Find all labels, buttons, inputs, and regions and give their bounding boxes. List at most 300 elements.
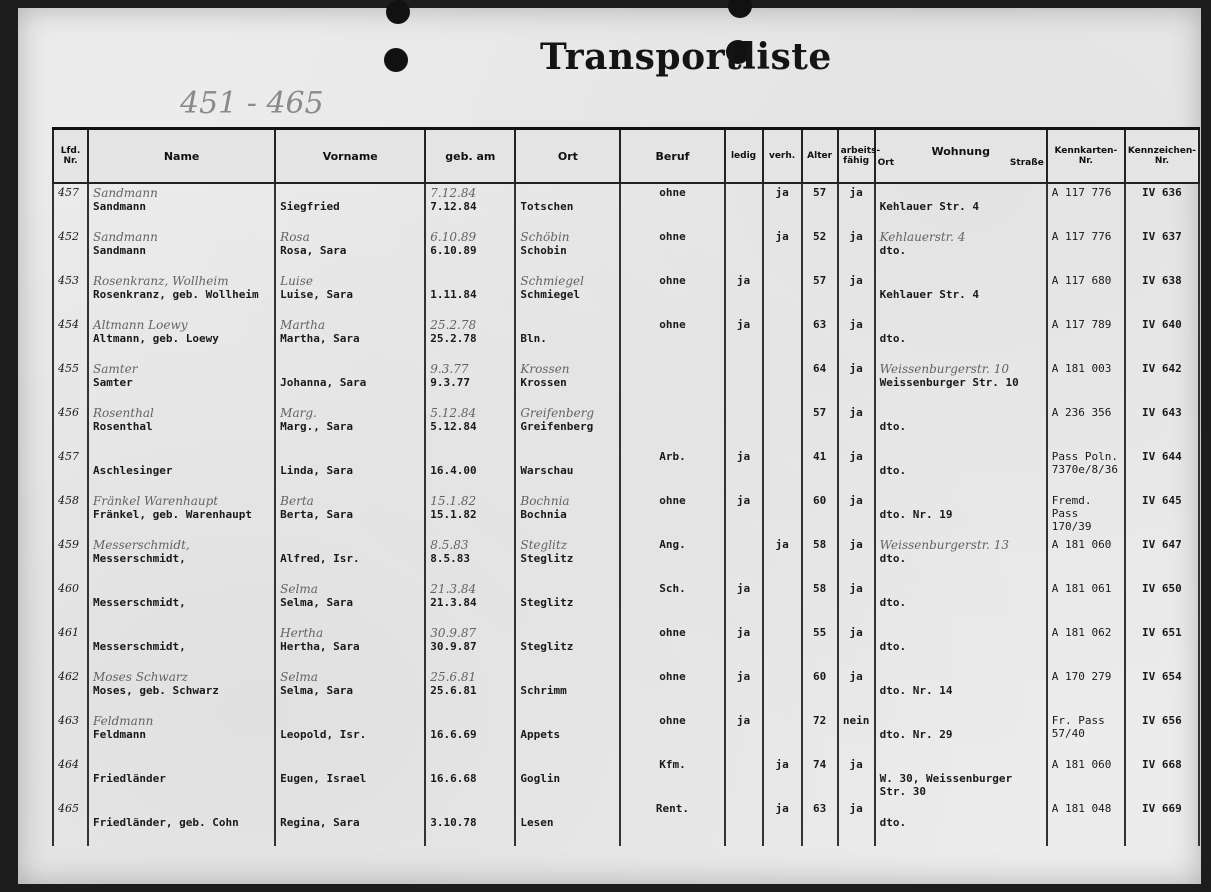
cell-name xyxy=(88,802,275,846)
cell-vorname-typed: Selma, Sara xyxy=(280,596,354,609)
cell-kennkarte: Fr. Pass 57/40 xyxy=(1047,714,1125,758)
cell-vorname-typed: Hertha, Sara xyxy=(280,640,360,653)
cell-kennkarte: A 181 048 xyxy=(1047,802,1125,846)
cell-kennzeichen: IV 642 xyxy=(1125,362,1199,406)
cell-kennzeichen: IV 654 xyxy=(1125,670,1199,714)
cell-beruf: ohne xyxy=(620,670,724,714)
cell-wohnung xyxy=(875,670,1047,714)
cell-kennzeichen: IV 643 xyxy=(1125,406,1199,450)
cell-geb xyxy=(425,538,515,582)
header-lfd-nr: Lfd. Nr. xyxy=(53,129,88,184)
cell-vorname-typed: Rosa, Sara xyxy=(280,244,347,257)
cell-beruf: ohne xyxy=(620,318,724,362)
cell-wohnung-handwritten xyxy=(880,406,1042,420)
cell-alter: 60 xyxy=(802,494,838,538)
cell-geb-typed: 15.1.82 xyxy=(430,508,477,521)
cell-wohnung-typed: dto. xyxy=(879,420,907,433)
cell-wohnung-typed: dto. xyxy=(879,332,907,345)
cell-vorname-typed: Eugen, Israel xyxy=(280,772,367,785)
cell-vorname-handwritten: Selma xyxy=(280,670,318,684)
cell-vorname-handwritten xyxy=(280,538,420,552)
cell-wohnung xyxy=(875,406,1047,450)
table-row xyxy=(53,274,1199,318)
cell-name-handwritten: Sandmann xyxy=(93,230,158,244)
table-row xyxy=(53,183,1199,230)
cell-vorname-handwritten: Marg. xyxy=(280,406,317,420)
cell-ort-handwritten xyxy=(520,582,615,596)
cell-wohnung-handwritten xyxy=(880,714,1042,728)
cell-name xyxy=(88,538,275,582)
cell-nr: 452 xyxy=(53,230,88,274)
cell-name-handwritten: Samter xyxy=(93,362,138,376)
cell-kennkarte: A 181 003 xyxy=(1047,362,1125,406)
cell-name-handwritten: Sandmann xyxy=(93,186,158,200)
cell-geb xyxy=(425,670,515,714)
cell-beruf: ohne xyxy=(620,626,724,670)
cell-name-typed: Messerschmidt, xyxy=(93,552,186,565)
cell-ort-typed: Steglitz xyxy=(520,640,574,653)
cell-alter: 57 xyxy=(802,406,838,450)
cell-wohnung-typed: W. 30, Weissenburger Str. 30 xyxy=(879,772,1013,798)
table-row xyxy=(53,802,1199,846)
cell-ort-typed: Greifenberg xyxy=(520,420,594,433)
cell-geb-handwritten: 15.1.82 xyxy=(430,494,477,508)
cell-name-handwritten: Rosenkranz, Wollheim xyxy=(93,274,229,288)
cell-vorname-typed: Marg., Sara xyxy=(280,420,354,433)
cell-vorname xyxy=(275,406,425,450)
cell-name-typed: Rosenthal xyxy=(93,420,153,433)
cell-name-handwritten: Altmann Loewy xyxy=(93,318,188,332)
table-row xyxy=(53,538,1199,582)
cell-vorname xyxy=(275,183,425,230)
cell-nr: 461 xyxy=(53,626,88,670)
cell-geb-handwritten: 8.5.83 xyxy=(430,538,469,552)
cell-ort xyxy=(515,406,620,450)
cell-geb xyxy=(425,494,515,538)
cell-wohnung-typed: dto. xyxy=(879,244,907,257)
header-wohnung-label: Wohnung xyxy=(931,144,990,158)
cell-geb xyxy=(425,274,515,318)
cell-wohnung-typed: Kehlauer Str. 4 xyxy=(879,288,979,301)
cell-name-typed: Aschlesinger xyxy=(93,464,173,477)
cell-geb-handwritten: 5.12.84 xyxy=(430,406,477,420)
cell-ort-typed: Bochnia xyxy=(520,508,567,521)
cell-beruf: Arb. xyxy=(620,450,724,494)
cell-alter: 58 xyxy=(802,582,838,626)
cell-kennkarte: A 117 789 xyxy=(1047,318,1125,362)
header-alter: Alter xyxy=(802,129,838,184)
header-verh: verh. xyxy=(763,129,802,184)
cell-wohnung xyxy=(875,318,1047,362)
cell-name xyxy=(88,362,275,406)
cell-geb xyxy=(425,450,515,494)
cell-geb-handwritten: 7.12.84 xyxy=(430,186,477,200)
cell-nr: 459 xyxy=(53,538,88,582)
cell-name xyxy=(88,450,275,494)
cell-vorname-handwritten: Rosa xyxy=(280,230,310,244)
cell-geb-typed: 9.3.77 xyxy=(430,376,471,389)
cell-vorname xyxy=(275,274,425,318)
cell-arb: ja xyxy=(838,758,875,802)
cell-geb xyxy=(425,183,515,230)
cell-beruf xyxy=(620,362,724,406)
cell-alter: 60 xyxy=(802,670,838,714)
cell-geb xyxy=(425,582,515,626)
cell-alter: 52 xyxy=(802,230,838,274)
cell-geb-handwritten xyxy=(430,450,510,464)
cell-geb xyxy=(425,714,515,758)
cell-vorname-handwritten xyxy=(280,362,420,376)
cell-arb: ja xyxy=(838,582,875,626)
cell-vorname xyxy=(275,802,425,846)
cell-ledig xyxy=(725,406,763,450)
cell-alter: 74 xyxy=(802,758,838,802)
header-arbeitsfaehig: arbeits-fähig xyxy=(838,129,875,184)
cell-ort xyxy=(515,318,620,362)
table-row xyxy=(53,230,1199,274)
cell-vorname xyxy=(275,758,425,802)
cell-ort-typed: Schobin xyxy=(520,244,567,257)
cell-wohnung-handwritten xyxy=(880,318,1042,332)
cell-name-typed: Fränkel, geb. Warenhaupt xyxy=(93,508,252,521)
cell-ort-typed: Schmiegel xyxy=(520,288,580,301)
cell-ort-handwritten: Schöbin xyxy=(520,230,570,244)
table-row xyxy=(53,626,1199,670)
cell-ort-typed: Krossen xyxy=(520,376,567,389)
cell-beruf: Kfm. xyxy=(620,758,724,802)
cell-arb: ja xyxy=(838,274,875,318)
cell-nr: 465 xyxy=(53,802,88,846)
cell-geb-handwritten xyxy=(430,274,510,288)
cell-name-handwritten xyxy=(93,758,270,772)
cell-ort xyxy=(515,274,620,318)
cell-name-typed: Sandmann xyxy=(93,200,146,213)
cell-name-typed: Friedländer, geb. Cohn xyxy=(93,816,239,829)
cell-kennzeichen: IV 645 xyxy=(1125,494,1199,538)
cell-vorname-typed: Linda, Sara xyxy=(280,464,354,477)
cell-nr: 455 xyxy=(53,362,88,406)
cell-ort-typed: Warschau xyxy=(520,464,574,477)
cell-ort xyxy=(515,626,620,670)
cell-vorname-handwritten: Martha xyxy=(280,318,326,332)
cell-ort-handwritten xyxy=(520,450,615,464)
cell-wohnung xyxy=(875,802,1047,846)
cell-ledig xyxy=(725,758,763,802)
header-ledig: ledig xyxy=(725,129,763,184)
cell-verh xyxy=(763,670,802,714)
cell-kennkarte: A 181 060 xyxy=(1047,758,1125,802)
cell-verh: ja xyxy=(763,802,802,846)
range-note: 451 - 465 xyxy=(180,86,324,121)
cell-geb-typed: 21.3.84 xyxy=(430,596,477,609)
cell-vorname-handwritten xyxy=(280,186,420,200)
cell-geb-handwritten: 25.6.81 xyxy=(430,670,477,684)
header-wohnung-ort: Ort xyxy=(877,157,895,168)
cell-ort xyxy=(515,450,620,494)
cell-name-typed: Rosenkranz, geb. Wollheim xyxy=(93,288,259,301)
cell-kennkarte: A 117 680 xyxy=(1047,274,1125,318)
table-body xyxy=(53,183,1199,846)
cell-geb xyxy=(425,626,515,670)
cell-ledig xyxy=(725,230,763,274)
cell-geb xyxy=(425,362,515,406)
cell-geb-typed: 25.6.81 xyxy=(430,684,477,697)
cell-verh xyxy=(763,362,802,406)
cell-ort-typed: Totschen xyxy=(520,200,574,213)
cell-kennzeichen: IV 647 xyxy=(1125,538,1199,582)
cell-alter: 57 xyxy=(802,274,838,318)
cell-wohnung xyxy=(875,183,1047,230)
cell-ledig: ja xyxy=(725,670,763,714)
cell-vorname-typed: Berta, Sara xyxy=(280,508,354,521)
cell-geb-typed: 5.12.84 xyxy=(430,420,477,433)
cell-ort-handwritten xyxy=(520,318,615,332)
cell-wohnung-handwritten xyxy=(880,802,1042,816)
cell-ort xyxy=(515,670,620,714)
table-row xyxy=(53,582,1199,626)
cell-wohnung xyxy=(875,362,1047,406)
cell-wohnung-typed: dto. Nr. 29 xyxy=(879,728,953,741)
cell-arb: ja xyxy=(838,494,875,538)
cell-wohnung-typed: dto. xyxy=(879,552,907,565)
cell-alter: 55 xyxy=(802,626,838,670)
cell-arb: ja xyxy=(838,626,875,670)
header-kennzeichen: Kennzeichen-Nr. xyxy=(1125,129,1199,184)
cell-kennkarte: Fremd. Pass 170/39 xyxy=(1047,494,1125,538)
cell-ledig: ja xyxy=(725,274,763,318)
cell-kennkarte: Pass Poln. 7370e/8/36 xyxy=(1047,450,1125,494)
cell-geb-typed: 16.6.69 xyxy=(430,728,477,741)
cell-name-handwritten: Moses Schwarz xyxy=(93,670,188,684)
cell-geb xyxy=(425,802,515,846)
header-geb-am: geb. am xyxy=(425,129,515,184)
cell-vorname-handwritten xyxy=(280,758,420,772)
transport-table xyxy=(52,127,1200,846)
cell-kennkarte: A 170 279 xyxy=(1047,670,1125,714)
table-row xyxy=(53,406,1199,450)
cell-name xyxy=(88,714,275,758)
cell-verh xyxy=(763,714,802,758)
cell-vorname xyxy=(275,626,425,670)
cell-alter: 64 xyxy=(802,362,838,406)
cell-ledig xyxy=(725,183,763,230)
cell-wohnung xyxy=(875,450,1047,494)
cell-geb-typed: 7.12.84 xyxy=(430,200,477,213)
cell-vorname-typed: Regina, Sara xyxy=(280,816,360,829)
cell-ledig xyxy=(725,802,763,846)
cell-ort-typed: Steglitz xyxy=(520,552,574,565)
cell-name xyxy=(88,406,275,450)
cell-wohnung xyxy=(875,582,1047,626)
cell-verh xyxy=(763,626,802,670)
cell-ort-typed: Schrimm xyxy=(520,684,567,697)
cell-wohnung-handwritten xyxy=(880,758,1042,772)
punch-hole-left xyxy=(384,48,408,72)
cell-wohnung-handwritten xyxy=(880,274,1042,288)
cell-kennzeichen: IV 640 xyxy=(1125,318,1199,362)
cell-alter: 57 xyxy=(802,183,838,230)
cell-wohnung xyxy=(875,626,1047,670)
cell-nr: 464 xyxy=(53,758,88,802)
cell-ledig xyxy=(725,362,763,406)
cell-geb-handwritten: 25.2.78 xyxy=(430,318,477,332)
cell-geb-handwritten: 9.3.77 xyxy=(430,362,469,376)
header-name: Name xyxy=(88,129,275,184)
cell-wohnung-handwritten: Weissenburgerstr. 13 xyxy=(879,538,1010,552)
cell-ort-handwritten: Schmiegel xyxy=(520,274,584,288)
cell-nr: 453 xyxy=(53,274,88,318)
cell-name xyxy=(88,582,275,626)
cell-vorname xyxy=(275,670,425,714)
cell-ort xyxy=(515,183,620,230)
cell-wohnung xyxy=(875,714,1047,758)
cell-geb-handwritten xyxy=(430,802,510,816)
cell-kennzeichen: IV 669 xyxy=(1125,802,1199,846)
cell-name-typed: Messerschmidt, xyxy=(93,640,186,653)
cell-vorname-typed: Leopold, Isr. xyxy=(280,728,367,741)
header-vorname: Vorname xyxy=(275,129,425,184)
cell-arb: ja xyxy=(838,318,875,362)
cell-verh: ja xyxy=(763,230,802,274)
cell-kennzeichen: IV 644 xyxy=(1125,450,1199,494)
cell-vorname-typed: Alfred, Isr. xyxy=(280,552,360,565)
cell-verh xyxy=(763,318,802,362)
cell-nr: 454 xyxy=(53,318,88,362)
cell-beruf: Rent. xyxy=(620,802,724,846)
cell-ort xyxy=(515,362,620,406)
cell-verh xyxy=(763,450,802,494)
cell-wohnung-typed: dto. Nr. 19 xyxy=(879,508,953,521)
cell-name-handwritten xyxy=(93,450,270,464)
cell-beruf: ohne xyxy=(620,274,724,318)
cell-wohnung-handwritten xyxy=(880,626,1042,640)
cell-vorname xyxy=(275,494,425,538)
cell-arb: ja xyxy=(838,670,875,714)
cell-kennkarte: A 236 356 xyxy=(1047,406,1125,450)
cell-arb: ja xyxy=(838,538,875,582)
cell-ledig xyxy=(725,538,763,582)
cell-vorname xyxy=(275,538,425,582)
cell-geb-handwritten: 6.10.89 xyxy=(430,230,477,244)
header-row xyxy=(53,129,1199,184)
cell-kennzeichen: IV 656 xyxy=(1125,714,1199,758)
cell-ort xyxy=(515,714,620,758)
cell-geb-handwritten xyxy=(430,714,510,728)
cell-arb: ja xyxy=(838,406,875,450)
cell-vorname xyxy=(275,450,425,494)
cell-name-handwritten: Messerschmidt, xyxy=(93,538,190,552)
cell-geb-typed: 1.11.84 xyxy=(430,288,477,301)
cell-wohnung xyxy=(875,230,1047,274)
cell-ort-handwritten xyxy=(520,758,615,772)
cell-kennkarte: A 181 060 xyxy=(1047,538,1125,582)
cell-wohnung-handwritten xyxy=(880,186,1042,200)
cell-vorname-typed: Siegfried xyxy=(280,200,340,213)
cell-name-typed: Messerschmidt, xyxy=(93,596,186,609)
cell-wohnung-handwritten xyxy=(880,494,1042,508)
cell-kennkarte: A 181 061 xyxy=(1047,582,1125,626)
cell-verh xyxy=(763,274,802,318)
cell-wohnung-typed: dto. xyxy=(879,816,907,829)
cell-nr: 457 xyxy=(53,183,88,230)
cell-ort-typed: Appets xyxy=(520,728,561,741)
cell-beruf: ohne xyxy=(620,714,724,758)
cell-name-handwritten xyxy=(93,802,270,816)
cell-beruf xyxy=(620,406,724,450)
cell-vorname-handwritten: Hertha xyxy=(280,626,324,640)
cell-name xyxy=(88,626,275,670)
cell-geb xyxy=(425,758,515,802)
cell-arb: ja xyxy=(838,450,875,494)
cell-geb-typed: 16.6.68 xyxy=(430,772,477,785)
cell-vorname-handwritten: Luise xyxy=(280,274,313,288)
cell-wohnung xyxy=(875,494,1047,538)
cell-ort-handwritten xyxy=(520,186,615,200)
cell-vorname xyxy=(275,318,425,362)
cell-wohnung-handwritten xyxy=(880,450,1042,464)
cell-verh xyxy=(763,494,802,538)
cell-kennzeichen: IV 651 xyxy=(1125,626,1199,670)
cell-verh: ja xyxy=(763,758,802,802)
table-row xyxy=(53,362,1199,406)
cell-ort xyxy=(515,758,620,802)
cell-kennkarte: A 181 062 xyxy=(1047,626,1125,670)
cell-arb: ja xyxy=(838,362,875,406)
cell-name xyxy=(88,670,275,714)
cell-geb xyxy=(425,318,515,362)
cell-vorname-handwritten xyxy=(280,802,420,816)
cell-geb-typed: 30.9.87 xyxy=(430,640,477,653)
cell-wohnung-typed: Kehlauer Str. 4 xyxy=(879,200,979,213)
cell-wohnung xyxy=(875,538,1047,582)
table-row xyxy=(53,670,1199,714)
cell-kennzeichen: IV 638 xyxy=(1125,274,1199,318)
header-wohnung xyxy=(875,129,1047,184)
cell-geb-typed: 3.10.78 xyxy=(430,816,477,829)
cell-wohnung-typed: dto. xyxy=(879,640,907,653)
cell-alter: 41 xyxy=(802,450,838,494)
cell-name xyxy=(88,230,275,274)
cell-kennzeichen: IV 637 xyxy=(1125,230,1199,274)
cell-ort xyxy=(515,802,620,846)
cell-vorname-typed: Johanna, Sara xyxy=(280,376,367,389)
cell-wohnung-handwritten xyxy=(880,670,1042,684)
cell-name xyxy=(88,494,275,538)
cell-ledig: ja xyxy=(725,582,763,626)
cell-alter: 72 xyxy=(802,714,838,758)
cell-ort-handwritten: Krossen xyxy=(520,362,570,376)
cell-ort-handwritten xyxy=(520,626,615,640)
cell-ort-handwritten xyxy=(520,802,615,816)
cell-nr: 463 xyxy=(53,714,88,758)
cell-kennzeichen: IV 668 xyxy=(1125,758,1199,802)
cell-name-typed: Samter xyxy=(93,376,133,389)
cell-vorname xyxy=(275,714,425,758)
cell-geb xyxy=(425,406,515,450)
cell-name-handwritten xyxy=(93,626,270,640)
punch-hole-top-left xyxy=(386,0,410,24)
cell-vorname-handwritten: Selma xyxy=(280,582,318,596)
header-kennkarte: Kennkarten-Nr. xyxy=(1047,129,1125,184)
cell-wohnung-typed: dto. Nr. 14 xyxy=(879,684,953,697)
cell-name xyxy=(88,758,275,802)
cell-ledig: ja xyxy=(725,714,763,758)
cell-vorname xyxy=(275,230,425,274)
cell-beruf: Sch. xyxy=(620,582,724,626)
cell-verh: ja xyxy=(763,538,802,582)
cell-geb-handwritten xyxy=(430,758,510,772)
table-row xyxy=(53,450,1199,494)
